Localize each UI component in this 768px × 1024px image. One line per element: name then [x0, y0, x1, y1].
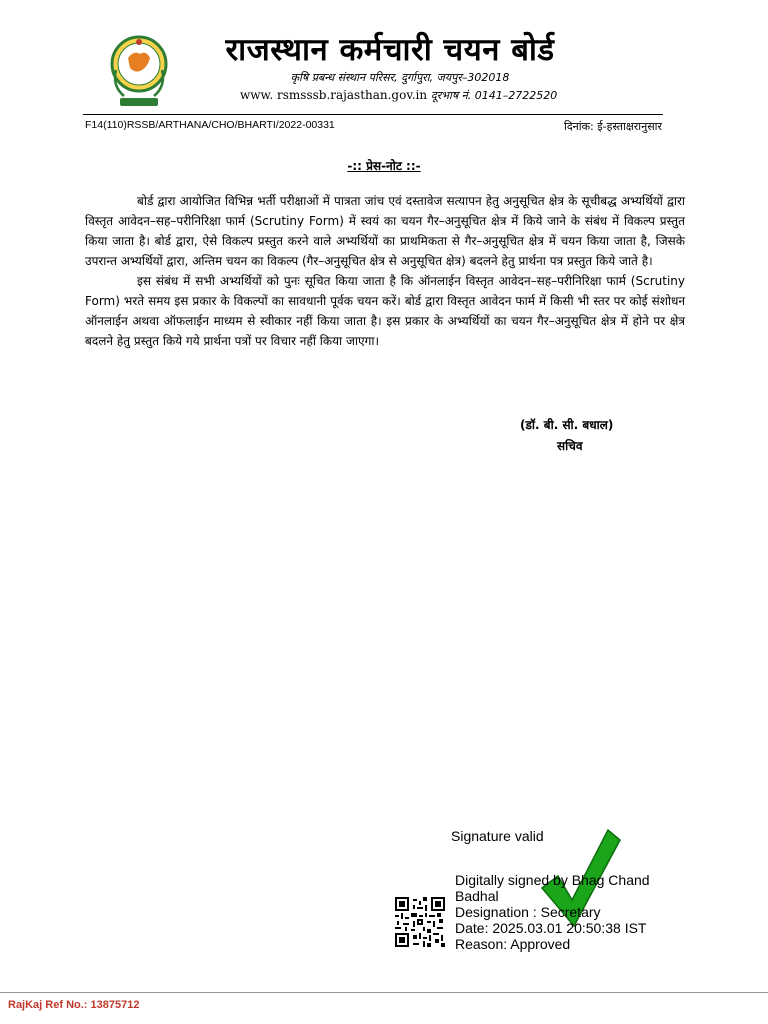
signature-designation: Designation : Secretary: [455, 904, 601, 920]
rsmssb-logo: [110, 30, 168, 112]
signed-by: Digitally signed by Bhag Chand: [455, 872, 650, 888]
org-address: कृषि प्रबन्ध संस्थान परिसर, दुर्गापुरा, जयपुर–302018: [290, 71, 510, 84]
org-phone: दूरभाष नं. 0141–2722520: [430, 89, 558, 102]
qr-code-icon: [395, 897, 445, 947]
org-contact: [240, 88, 557, 103]
signature-reason: Reason: Approved: [455, 936, 571, 952]
press-note-heading: -:: प्रेस-नोट ::-: [347, 159, 421, 173]
paragraph-2: इस संबंध में सभी अभ्यर्थियों को पुनः सूचित किया जाता है कि ऑनलाईन विस्तृत आवेदन–सह–परीनिरिक्षा फार्म (Scrutiny Form) भरते समय इस प्रकार के विकल्पों का सावधानी पूर्वक चयन करें। बोर्ड द्वारा विस्तृत आवेदन फार्म में किसी भी स्तर पर कोई संशोधन ऑनलाईन अथवा ऑफलाईन माध्यम से स्वीकार नहीं किया जाता है। इस प्रकार के अभ्यर्थियों का चयन गैर–अनुसूचित क्षेत्र में होने पर क्षेत्र बदलने हेतु प्रस्तुत किये गये प्रार्थना पत्रों पर विचार नहीं किया जाएगा।: [85, 274, 685, 348]
signed-by-cont: Badhal: [455, 888, 499, 904]
signatory-title: सचिव: [557, 439, 583, 453]
footer-divider: [0, 992, 768, 993]
signature-details: [455, 872, 650, 952]
rajkaj-reference: RajKaj Ref No.: 13875712: [8, 999, 140, 1011]
signatory-name: (डॉ. बी. सी. बधाल): [520, 418, 614, 432]
header-divider: [83, 114, 663, 115]
signature-date: Date: 2025.03.01 20:50:38 IST: [455, 920, 647, 936]
press-note-body: [85, 191, 685, 351]
org-title: राजस्थान कर्मचारी चयन बोर्ड: [225, 32, 555, 68]
reference-date: दिनांक: ई-हस्ताक्षरानुसार: [563, 120, 662, 133]
reference-number: F14(110)RSSB/ARTHANA/CHO/BHARTI/2022-00331: [85, 119, 335, 131]
signature-status: Signature valid: [451, 828, 544, 844]
org-website[interactable]: www. rsmsssb.rajasthan.gov.in: [240, 88, 428, 102]
paragraph-1: बोर्ड द्वारा आयोजित विभिन्न भर्ती परीक्षाओं में पात्रता जांच एवं दस्तावेज सत्यापन हेतु अनुसूचित क्षेत्र के सूचीबद्ध अभ्यर्थियों द्वारा विस्तृत आवेदन–सह–परीनिरिक्षा फार्म (Scrutiny Form) में स्वयं का चयन गैर–अनुसूचित क्षेत्र में किये जाने के संबंध में विकल्प प्रस्तुत किया जाता है। बोर्ड द्वारा, ऐसे विकल्प प्रस्तुत करने वाले अभ्यर्थियों का प्राथमिकता से गैर–अनुसूचित क्षेत्र में चयन किया जाता है, जिसके उपरान्त अभ्यर्थियों द्वारा, अन्तिम चयन का विकल्प (गैर–अनुसूचित क्षेत्र से अनुसूचित क्षेत्र) बदलने हेतु प्रार्थना पत्र प्रस्तुत किये जाते है।: [85, 194, 685, 268]
